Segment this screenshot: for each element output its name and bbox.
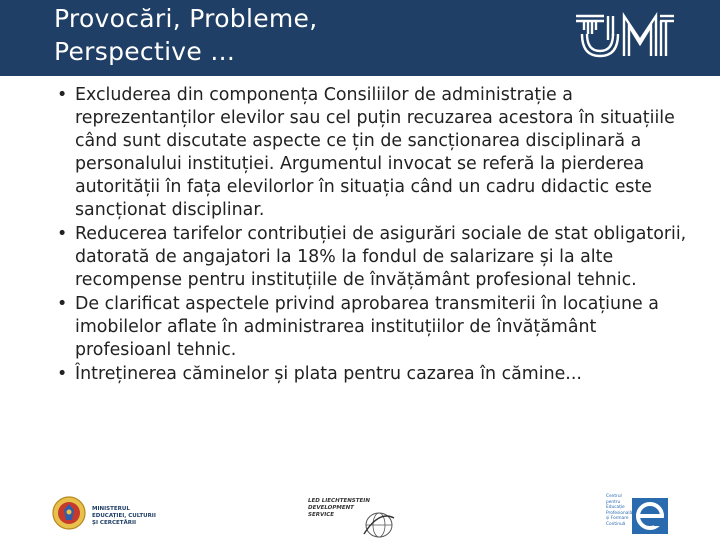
footer-logos: [0, 488, 720, 540]
led-logo: [308, 496, 408, 538]
centre-line-6: Continuă: [606, 521, 626, 527]
bullet-item: [57, 363, 697, 386]
bullet-text: Excluderea din componența Consiliilor de administrație a reprezentanților elevilor sau cel puțin recuzarea acestora în situațiile când sunt discutate aspecte ce țin de sancționarea disciplinară a personalului instituției. Argumentul invocat se referă la pierderea autorității în fața elevilorlor în situația când un cadru didactic este sancționat disciplinar.: [75, 85, 675, 220]
globe-icon: [362, 510, 396, 540]
ministry-logo: [52, 494, 182, 534]
utm-logo: [574, 10, 678, 60]
bullet-text: Reducerea tarifelor contribuției de asigurări sociale de stat obligatorii, datorată de angajatori la 18% la fondul de salarizare și la alte recompense pentru instituțiile de învățământ profesional tehnic.: [75, 224, 687, 290]
led-line-1: LED LIECHTENSTEIN: [308, 498, 370, 504]
led-line-2: DEVELOPMENT: [308, 505, 354, 511]
centre-line-2: pentru: [606, 499, 621, 505]
bullet-dot-icon: •: [57, 364, 68, 384]
slide-header: [0, 0, 720, 76]
ministry-line-1: MINISTERUL: [92, 506, 130, 512]
centre-line-5: și Formare: [606, 516, 629, 522]
title-line-1: Provocări, Probleme,: [54, 4, 318, 33]
centre-line-1: Centrul: [606, 494, 622, 499]
centre-e-icon: [630, 496, 670, 536]
bullet-dot-icon: •: [57, 85, 68, 105]
ministry-line-2: EDUCAȚIEI, CULTURII: [92, 513, 156, 519]
title-line-2: Perspective ...: [54, 37, 236, 66]
bullet-text: De clarificat aspectele privind aprobarea transmiterii în locațiune a imobilelor aflate în administrarea instituțiilor de învățământ profesioanl tehnic.: [75, 294, 659, 360]
led-line-3: SERVICE: [308, 512, 335, 518]
bullet-dot-icon: •: [57, 294, 68, 314]
bullet-item: [57, 223, 697, 292]
ministry-line-3: ȘI CERCETĂRII: [92, 520, 137, 526]
slide-title: [54, 2, 554, 68]
centre-logo: [606, 494, 676, 536]
centre-line-4: Profesională: [606, 510, 633, 516]
bullet-list: [57, 84, 697, 387]
bullet-item: [57, 293, 697, 362]
bullet-text: Întreținerea căminelor și plata pentru cazarea în cămine...: [75, 364, 582, 384]
centre-line-3: Educație: [606, 505, 625, 511]
ministry-crest-icon: [52, 494, 86, 532]
bullet-dot-icon: •: [57, 224, 68, 244]
bullet-item: [57, 84, 697, 222]
